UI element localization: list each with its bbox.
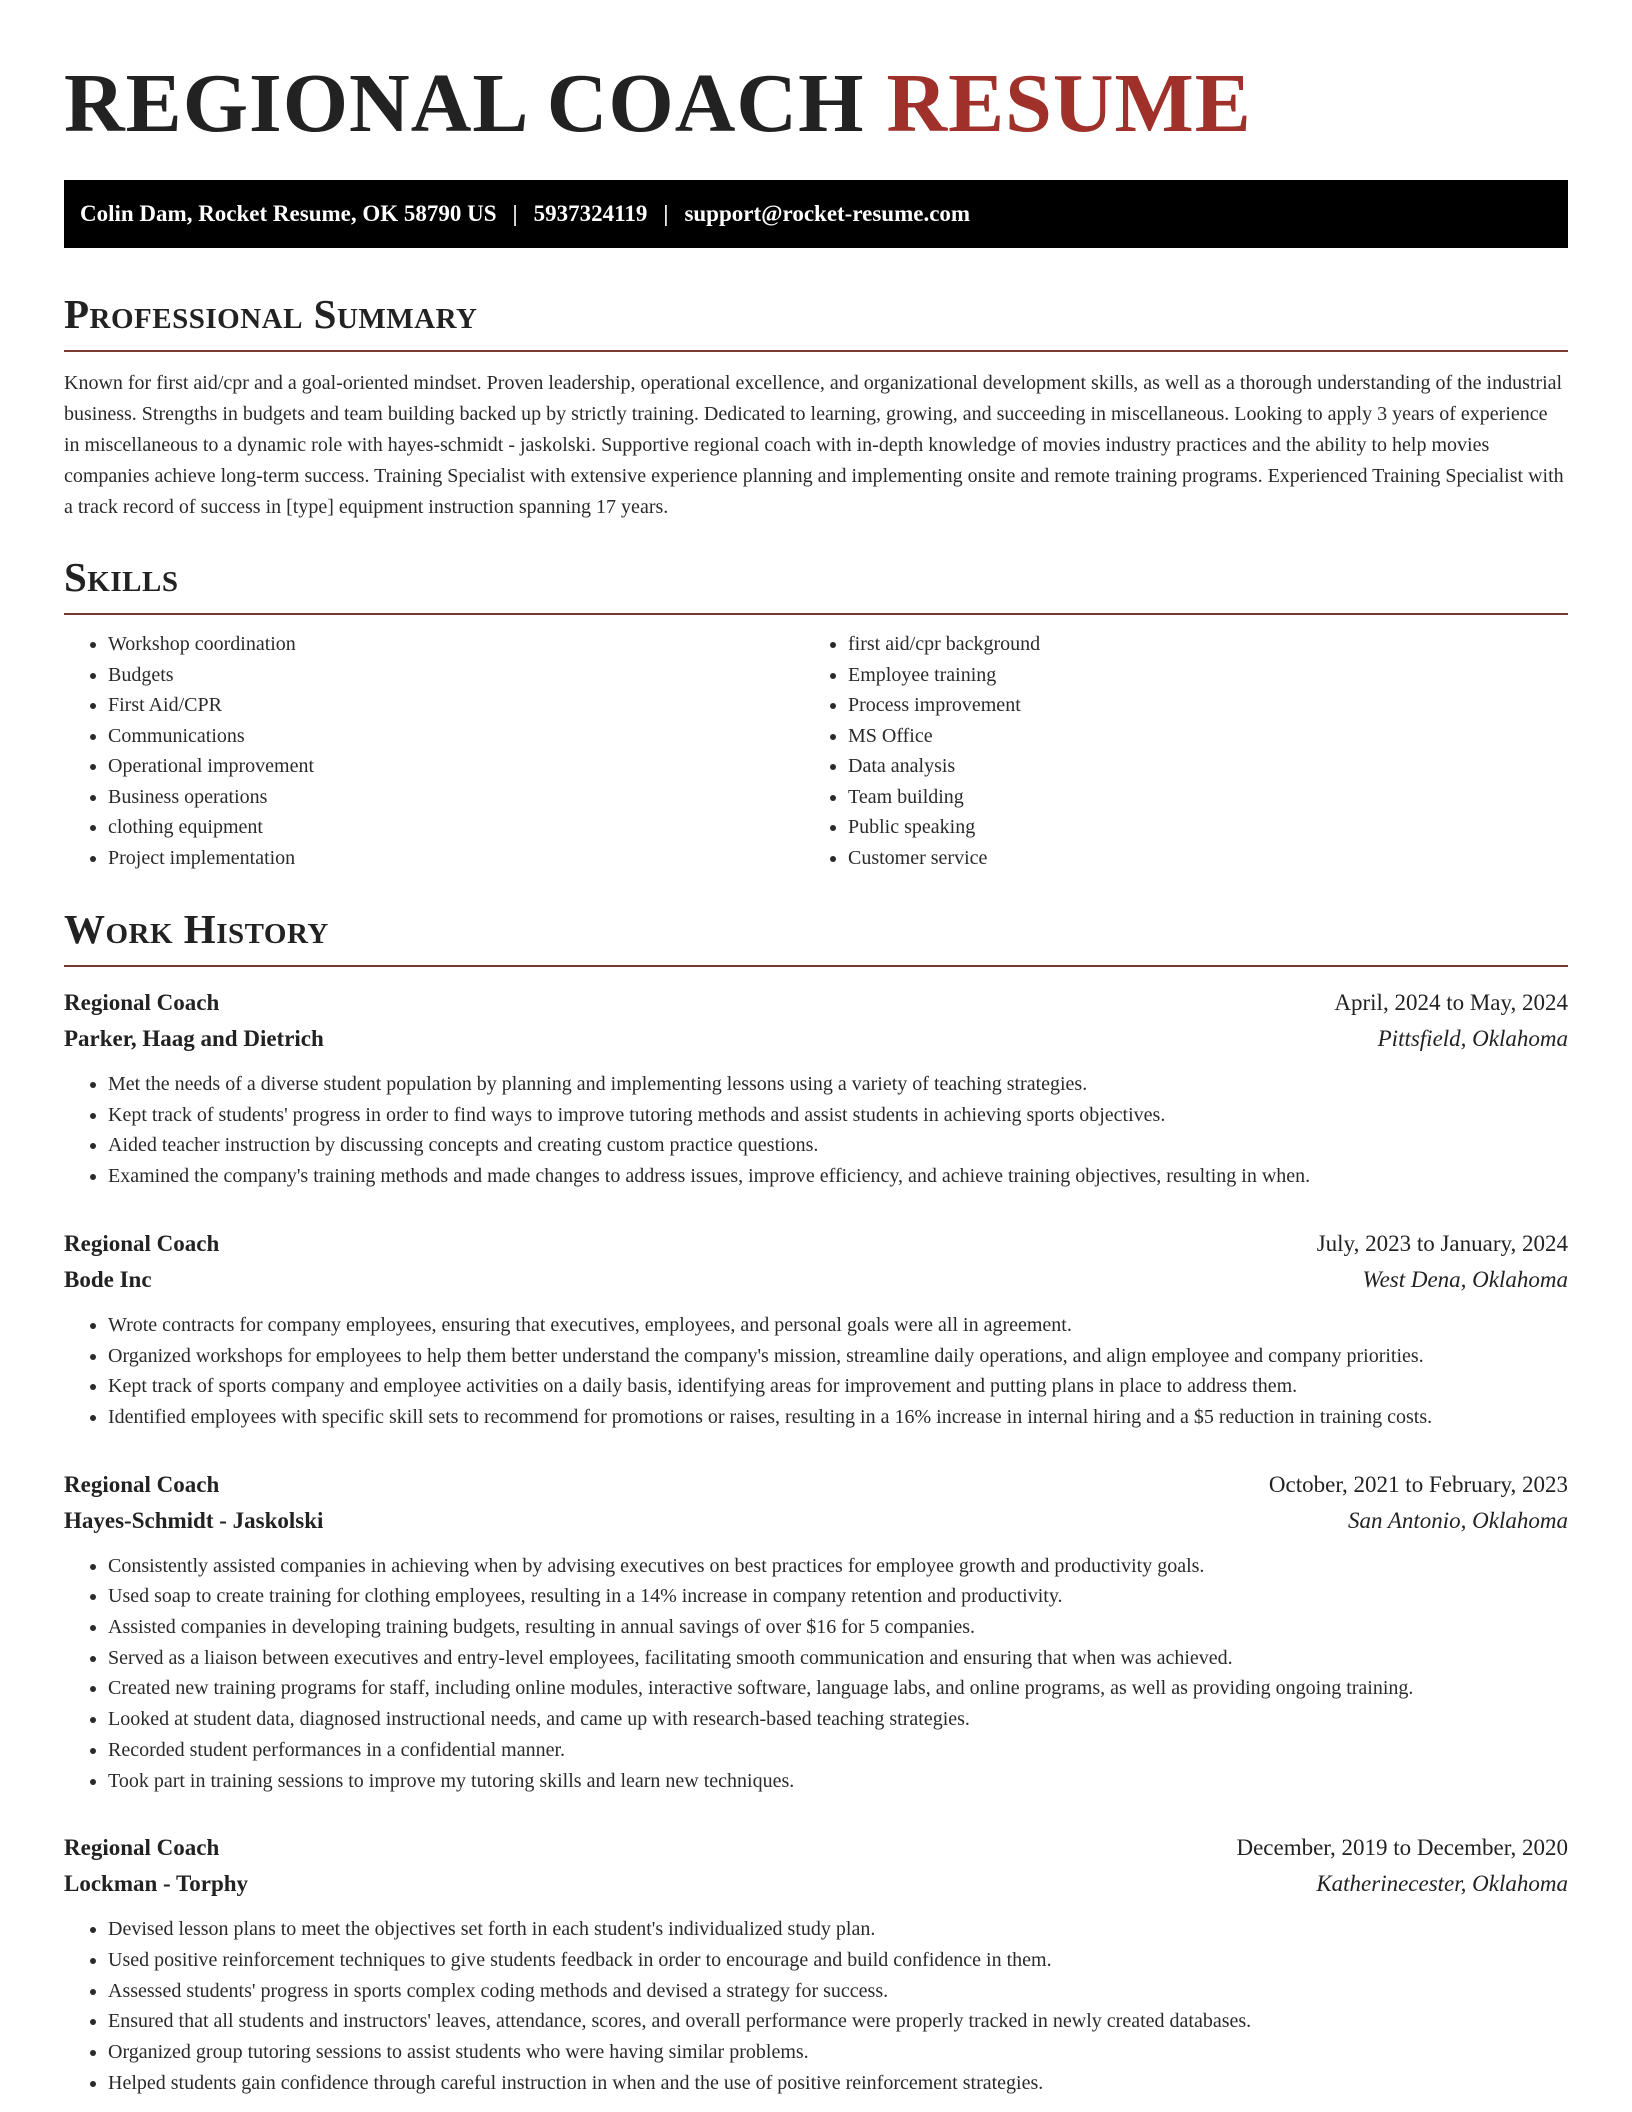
contact-separator: | — [512, 201, 518, 226]
skill-item: • Project implementation — [108, 843, 804, 874]
job-location: Katherinecester, Oklahoma — [1316, 1871, 1568, 1897]
skills-list-right — [804, 629, 1544, 873]
contact-phone: 5937324119 — [533, 201, 648, 226]
title-accent: RESUME — [886, 57, 1252, 150]
job-bullets — [64, 1310, 1568, 1433]
job-bullet: • Took part in training sessions to improve my tutoring skills and learn new techniques. — [108, 1766, 1568, 1797]
job-header-row — [64, 985, 1568, 1021]
job-bullet: • Assisted companies in developing training budgets, resulting in annual savings of over $16 for 5 companies. — [108, 1612, 1568, 1643]
job-bullets — [64, 1551, 1568, 1797]
job-bullet: • Wrote contracts for company employees, ensuring that executives, employees, and personal goals were all in agreement. — [108, 1310, 1568, 1341]
job-bullet: • Aided teacher instruction by discussing concepts and creating custom practice questions. — [108, 1130, 1568, 1161]
job-company: Bode Inc — [64, 1266, 152, 1292]
job-bullet: • Organized workshops for employees to help them better understand the company's mission, streamline daily operations, and align employee and company priorities. — [108, 1341, 1568, 1372]
skill-item: • Process improvement — [848, 690, 1544, 721]
section-heading-work-history: Work History — [64, 905, 1568, 967]
skill-item: • Budgets — [108, 660, 804, 691]
job-company: Lockman - Torphy — [64, 1871, 249, 1897]
job-entry — [64, 985, 1568, 1192]
skill-item: • Customer service — [848, 843, 1544, 874]
job-company-row — [64, 1503, 1568, 1539]
job-bullet: • Organized group tutoring sessions to assist students who were having similar problems. — [108, 2037, 1568, 2068]
job-dates: July, 2023 to January, 2024 — [1316, 1230, 1568, 1256]
job-company-row — [64, 1262, 1568, 1298]
skills-grid — [64, 629, 1568, 873]
job-location: West Dena, Oklahoma — [1362, 1266, 1568, 1292]
job-title: Regional Coach — [64, 1471, 220, 1497]
job-company-row — [64, 1866, 1568, 1902]
job-bullet: • Used positive reinforcement techniques to give students feedback in order to encourage and build confidence in them. — [108, 1945, 1568, 1976]
job-bullet: • Created new training programs for staff, including online modules, interactive software, language labs, and online programs, as well as providing ongoing training. — [108, 1673, 1568, 1704]
job-company: Parker, Haag and Dietrich — [64, 1026, 324, 1051]
job-company: Hayes-Schmidt - Jaskolski — [64, 1507, 324, 1533]
title-main: REGIONAL COACH — [64, 57, 865, 150]
skills-section — [64, 553, 1568, 873]
job-header-row — [64, 1226, 1568, 1262]
job-location: Pittsfield, Oklahoma — [1377, 1026, 1568, 1051]
job-bullet: • Assessed students' progress in sports complex coding methods and devised a strategy for success. — [108, 1976, 1568, 2007]
job-entry — [64, 1830, 1568, 2098]
job-bullet: • Looked at student data, diagnosed instructional needs, and came up with research-based teaching strategies. — [108, 1704, 1568, 1735]
professional-summary-section — [64, 290, 1568, 523]
job-bullets — [64, 1069, 1568, 1192]
job-bullet: • Ensured that all students and instructors' leaves, attendance, scores, and overall performance were properly tracked in newly created databases. — [108, 2006, 1568, 2037]
contact-address: Colin Dam, Rocket Resume, OK 58790 US — [80, 201, 497, 226]
contact-email: support@rocket-resume.com — [684, 201, 971, 226]
job-entry — [64, 1467, 1568, 1797]
work-history-section — [64, 905, 1568, 2098]
contact-separator: | — [663, 201, 669, 226]
skill-item: • Data analysis — [848, 751, 1544, 782]
skill-item: • Operational improvement — [108, 751, 804, 782]
skill-item: • Communications — [108, 721, 804, 752]
job-dates: April, 2024 to May, 2024 — [1334, 990, 1568, 1015]
job-bullet: • Kept track of sports company and employee activities on a daily basis, identifying areas for improvement and putting plans in place to address them. — [108, 1371, 1568, 1402]
job-bullet: • Met the needs of a diverse student population by planning and implementing lessons using a variety of teaching strategies. — [108, 1069, 1568, 1100]
job-bullet: • Consistently assisted companies in achieving when by advising executives on best practices for employee growth and productivity goals. — [108, 1551, 1568, 1582]
skills-list-left — [64, 629, 804, 873]
job-bullet: • Served as a liaison between executives and entry-level employees, facilitating smooth communication and ensuring that when was achieved. — [108, 1643, 1568, 1674]
skill-item: • clothing equipment — [108, 812, 804, 843]
job-entry — [64, 1226, 1568, 1433]
section-heading-skills: Skills — [64, 553, 1568, 615]
contact-bar — [64, 180, 1568, 248]
job-dates: October, 2021 to February, 2023 — [1268, 1471, 1568, 1497]
resume-title — [64, 0, 1568, 152]
job-bullet: • Helped students gain confidence through careful instruction in when and the use of positive reinforcement strategies. — [108, 2068, 1568, 2099]
job-header-row — [64, 1467, 1568, 1503]
job-bullet: • Devised lesson plans to meet the objectives set forth in each student's individualized study plan. — [108, 1914, 1568, 1945]
job-bullet: • Kept track of students' progress in order to find ways to improve tutoring methods and assist students in achieving sports objectives. — [108, 1100, 1568, 1131]
skill-item: • MS Office — [848, 721, 1544, 752]
skill-item: • first aid/cpr background — [848, 629, 1544, 660]
job-header-row — [64, 1830, 1568, 1866]
summary-text: Known for first aid/cpr and a goal-oriented mindset. Proven leadership, operational excellence, and organizational development skills, as well as a thorough understanding of the industrial business. Strengths in budgets and team building backed up by strictly training. Dedicated to learning, growing, and succeeding in miscellaneous. Looking to apply 3 years of experience in miscellaneous to a dynamic role with hayes-schmidt - jaskolski. Supportive regional coach with in-depth knowledge of movies industry practices and the ability to help movies companies achieve long-term success. Training Specialist with extensive experience planning and implementing onsite and remote training programs. Experienced Training Specialist with a track record of success in [type] equipment instruction spanning 17 years. — [64, 372, 1564, 518]
job-title: Regional Coach — [64, 1835, 220, 1861]
job-title: Regional Coach — [64, 990, 220, 1015]
job-bullet: • Identified employees with specific skill sets to recommend for promotions or raises, resulting in a 16% increase in internal hiring and a $5 reduction in training costs. — [108, 1402, 1568, 1433]
job-title: Regional Coach — [64, 1230, 220, 1256]
skill-item: • First Aid/CPR — [108, 690, 804, 721]
job-bullet: • Recorded student performances in a confidential manner. — [108, 1735, 1568, 1766]
skill-item: • Employee training — [848, 660, 1544, 691]
skill-item: • Business operations — [108, 782, 804, 813]
skill-item: • Team building — [848, 782, 1544, 813]
job-bullet: • Examined the company's training methods and made changes to address issues, improve efficiency, and achieve training objectives, resulting in when. — [108, 1161, 1568, 1192]
job-bullets — [64, 1914, 1568, 2098]
skill-item: • Workshop coordination — [108, 629, 804, 660]
job-dates: December, 2019 to December, 2020 — [1236, 1835, 1568, 1861]
job-location: San Antonio, Oklahoma — [1348, 1507, 1568, 1533]
section-heading-summary: Professional Summary — [64, 290, 1568, 352]
skill-item: • Public speaking — [848, 812, 1544, 843]
job-company-row — [64, 1021, 1568, 1057]
job-bullet: • Used soap to create training for clothing employees, resulting in a 14% increase in company retention and productivity. — [108, 1581, 1568, 1612]
